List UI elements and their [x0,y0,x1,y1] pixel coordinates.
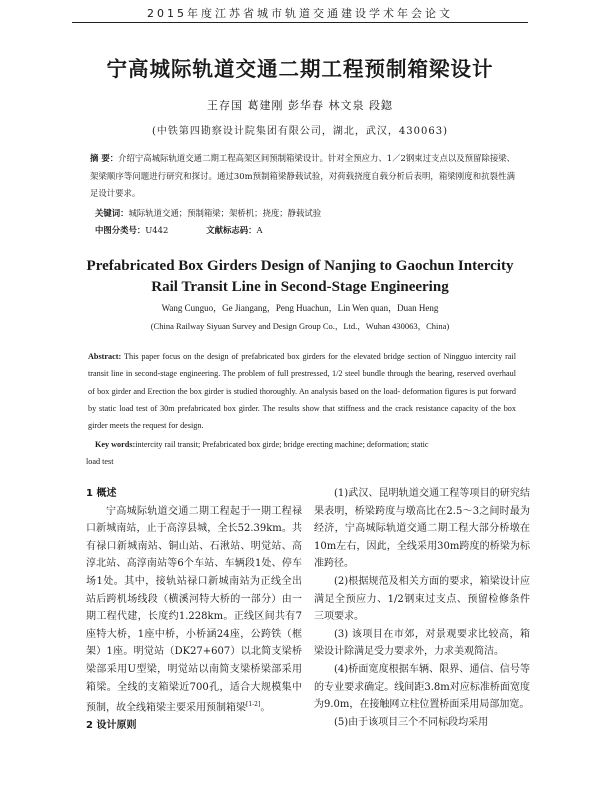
header-rule [72,22,528,23]
class-number-label: 中图分类号： [95,225,146,235]
doc-code-label: 文献标志码： [206,225,257,235]
principle-5: (5)由于该项目三个不同标段均采用 [334,716,489,728]
chinese-keywords-text: 城际轨道交通；预制箱梁；架桥机；挠度；静载试验 [128,208,322,218]
english-keywords-label: Key words: [95,440,136,449]
english-abstract [88,348,516,434]
chinese-authors: 王存国 葛建刚 彭华春 林文泉 段鍃 [207,99,393,112]
english-title-line2: Rail Transit Line in Second-Stage Engineering [151,279,449,295]
chinese-keywords-label: 关键词： [95,208,129,218]
citation-ref: [1-2] [246,701,261,709]
chinese-affiliation: (中铁第四勘察设计院集团有限公司，湖北，武汉，430063) [152,126,448,137]
english-title [0,256,600,298]
chinese-abstract-text: 介绍宁高城际轨道交通二期工程高架区间预制箱梁设计。针对全预应力、1／2钢束过支点以及预留除接梁、架梁顺序等问题进行研究和探讨。通过30m预制箱梁静载试验，对荷载挠度自载分析后表明，箱梁刚度和抗裂性满足设计要求。 [90,153,515,198]
body-right-column [314,485,530,731]
english-authors: Wang Cunguo，Ge Jiangang，Peng Huachun，Lin Wen quan，Duan Heng [161,303,439,313]
principle-3: (3) 该项目在市郊，对景观要求比较高，箱梁设计除满足受力要求外，力求美观简洁。 [314,628,530,658]
section-1-paragraph [86,503,302,717]
principle-4: (4)桥面宽度根据车辆、限界、通信、信号等的专业要求确定。线间距3.8m对应标准桥面宽度为9.0m，在接触网立柱位置桥面采用局部加宽。 [314,663,530,711]
english-abstract-label: Abstract: [88,352,122,361]
body-left-column [86,485,302,735]
chinese-title: 宁高城际轨道交通二期工程预制箱梁设计 [106,57,494,81]
class-number-value: U442 [145,225,169,235]
chinese-abstract [90,150,515,203]
english-keywords [86,436,515,471]
english-affiliation: (China Railway Siyuan Survey and Design Group Co.，Ltd.，Wuhan 430063，China) [150,321,450,331]
english-keywords-text-continued: load test [86,457,114,467]
running-header: 2015年度江苏省城市轨道交通建设学术年会论文 [147,7,453,20]
classification-line [95,224,263,236]
principle-1: (1)武汉、昆明轨道交通工程等项目的研究结果表明，桥梁跨度与墩高比在2.5～3之间时最为经济，宁高城际轨道交通二期工程大部分桥墩在10m左右，因此，全线采用30m跨度的桥梁为标准跨径。 [314,488,530,570]
principle-2: (2)根据规范及相关方面的要求，箱梁设计应满足全预应力、1/2钢束过支点、预留检修条件三项要求。 [314,575,530,623]
english-title-line1: Prefabricated Box Girders Design of Nanjing to Gaochun Intercity [86,258,514,274]
chinese-abstract-label: 摘 要： [90,153,119,163]
section-2-heading: 2 设计原则 [86,720,137,732]
section-1-text: 宁高城际轨道交通二期工程起于一期工程禄口新城南站，止于高淳县城，全长52.39km。共有禄口新城南站、铜山站、石湫站、明觉站、高淳北站、高淳南站等6个车站、车辆段1处、停车场1处。其中，接轨站禄口新城南站为正线全出站后跨机场线段（横溪河特大桥的一部分）由一期工程代建，长度约1.228km。正线区间共有7座特大桥，1座中桥，小桥涵24座，公跨铁（框架）1座。明觉站（DK27+607）以北简支梁桥梁部采用U型梁，明觉站以南简支梁桥梁部采用箱梁。全线的支箱梁近700孔，适合大规模集中预制，故全线箱梁主要采用预制箱梁 [86,505,302,714]
english-abstract-text: This paper focus on the design of prefabricated box girders for the elevated bridge section of Ningguo intercity rail transit line in second-stage engineering. The problem of full prestressed, 1/2 steel bundle through the bearing, reserved overhaul of box girder and Erection the box girder is studied thoroughly. An analysis based on the load- deformation figures is put forward by static load test of 30m prefabricated box girder. The results show that stiffness and the crack resistance capacity of the box girder meets the request for design. [88,352,516,431]
doc-code-value: A [256,225,263,235]
english-keywords-text: intercity rail transit; Prefabricated box girde; bridge erecting machine; deformation; static [135,440,429,449]
section-1-end: 。 [260,702,271,714]
chinese-keywords [95,207,321,219]
section-1-heading: 1 概述 [86,488,117,499]
